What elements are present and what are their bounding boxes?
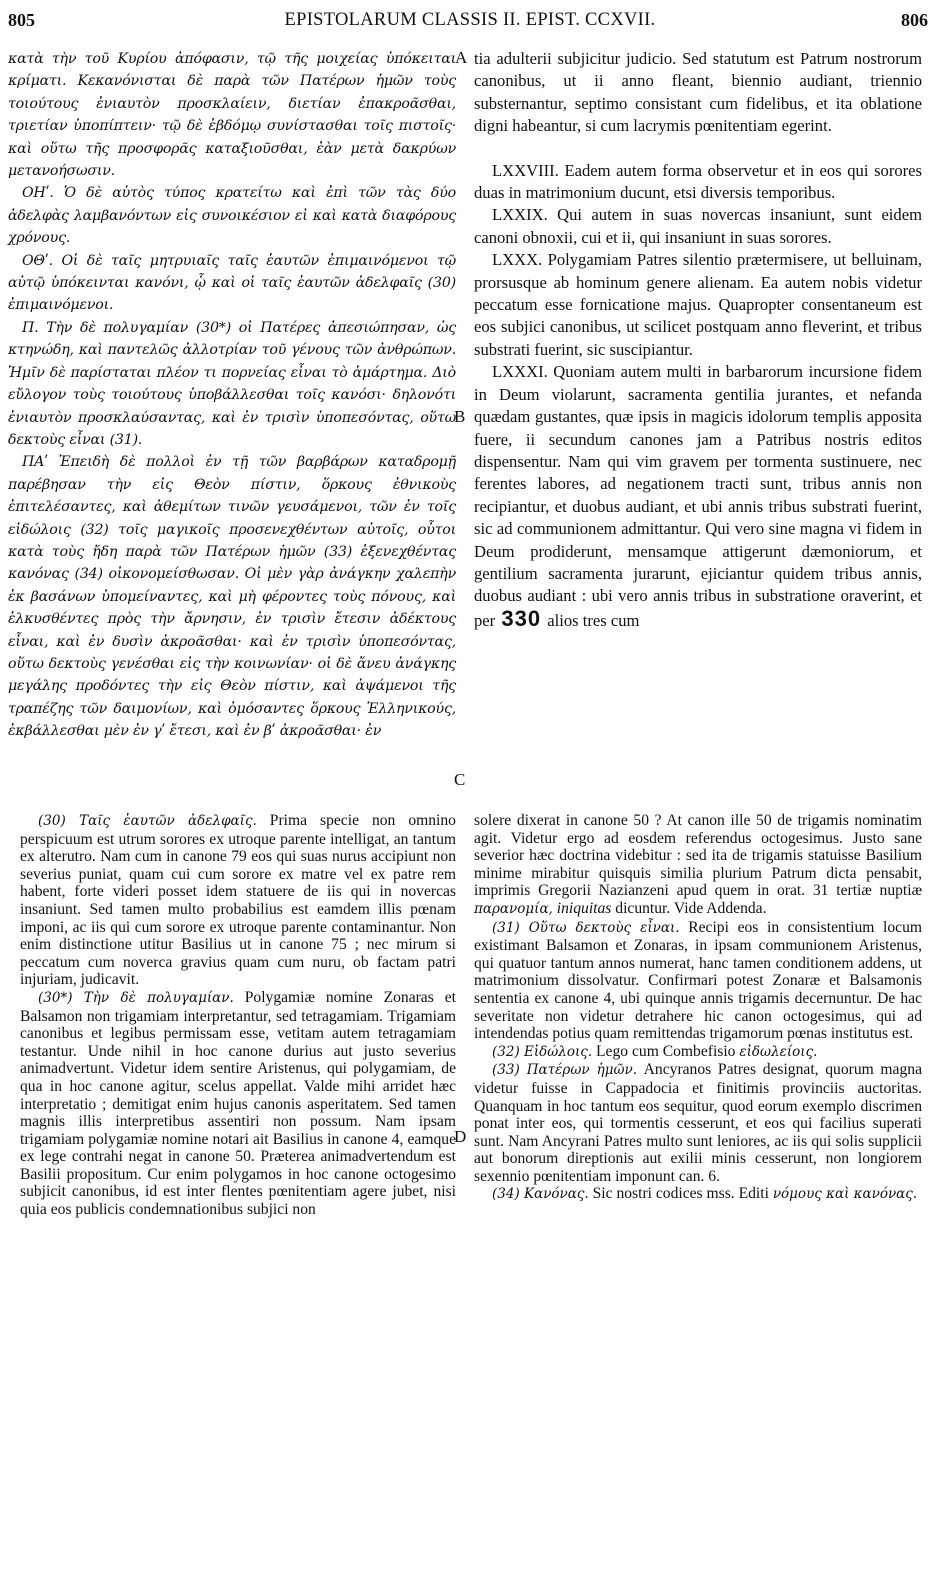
footnotes-left bbox=[20, 812, 456, 1219]
latin-canon-81-text: LXXXI. Quoniam autem multi in barbarorum incursione fidem in Deum violarunt, sacramenta gentilia jurantes, et nefanda quædam gustantes, quæ ipsis in magicis idolorum templis apposita fuere, ii secundum canones jam a Patribus nostris editos dispensentur. Nam qui vim gravem per tormenta sustinuere, nec ferentes labores, ad negationem tracti sunt, tribus annis non recipiantur, et duobus audiant, et ubi annis tribus substrati fuerint, sic ad communionem admittantur. Qui vero sine magna vi fidem in Deum prodiderunt, mensamque attigerunt dæmoniorum, et gentilium sacramenta jurarunt, ejiciantur quidem tribus annis, duobus audiant : ubi vero annis tribus in substratione oraverint, et per bbox=[474, 362, 922, 630]
note-continuation-greek: παρανομία, bbox=[474, 900, 553, 917]
page-number-right: 806 bbox=[901, 10, 928, 30]
margin-marker-d: D bbox=[454, 1127, 467, 1146]
note-30-star-lemma: (30*) Τὴν δὲ πολυγαμίαν. bbox=[38, 989, 234, 1006]
note-continuation-italic: iniquitas bbox=[556, 899, 612, 917]
note-32-text: Lego cum Combefisio bbox=[596, 1042, 736, 1060]
latin-column bbox=[474, 48, 922, 632]
note-30-star bbox=[20, 989, 456, 1219]
note-31 bbox=[474, 919, 922, 1043]
latin-canon-81 bbox=[474, 361, 922, 632]
note-31-lemma: (31) Οὕτω δεκτοὺς εἶναι. bbox=[492, 919, 680, 936]
note-30 bbox=[20, 812, 456, 989]
margin-marker-c: C bbox=[454, 770, 466, 789]
note-32-lemma: (32) Εἰδώλοις. bbox=[492, 1043, 593, 1060]
latin-canon-80: LXXX. Polygamiam Patres silentio prætermisere, ut belluinam, prorsusque ab hominum genere alienam. Ea autem nobis videtur peccatum esse fornicatione majus. Quapropter consentaneum est eos subjici canonibus, ut scilicet postquam anno fleverint, et tribus substrati fuerint, sic suscipiantur. bbox=[474, 250, 922, 359]
greek-canon-80: Π. Τὴν δὲ πολυγαμίαν (30*) οἱ Πατέρες ἀπεσιώπησαν, ὡς κτηνώδη, καὶ παντελῶς ἀλλοτρίαν τοῦ γένους τῶν ἀνθρώπων. Ἡμῖν δὲ παρίσταται πλέον τι πορνείας εἶναι τὸ ἁμάρτημα. Διὸ εὔλογον τοὺς τοιούτους ὑποβάλλεσθαι τοῖς κανόσι· δηλονότι ἐνιαυτὸν προσκλαύσαντας, καὶ ἐν τρισὶν ὑποπεσόντας, οὕτω δεκτοὺς εἶναι (31). bbox=[8, 319, 456, 448]
greek-canon-78: ΟΗʹ. Ὁ δὲ αὐτὸς τύπος κρατείτω καὶ ἐπὶ τῶν τὰς δύο ἀδελφὰς λαμβανόντων εἰς συνοικέσιον εἰ καὶ κατὰ διαφόρους χρόνους. bbox=[8, 185, 456, 247]
header-title: EPISTOLARUM CLASSIS II. EPIST. CCXVII. bbox=[284, 10, 656, 30]
note-32 bbox=[474, 1043, 922, 1062]
note-32-greek: εἰδωλείοις. bbox=[739, 1043, 818, 1060]
latin-canon-81-tail: alios tres cum bbox=[547, 610, 640, 630]
note-continuation-text: solere dixerat in canone 50 ? At canon ille 50 de trigamis nominatim agit. Videtur ergo ad eosdem referendus octogesimus. Justo sane severior hæc doctrina videbitur : sed ita de trigamis statuisse Basilium minime mirabitur quisquis similia plurium Patrum dicta pensabit, imprimis Gregorii Nazianzeni apud quem in orat. 31 tertiæ nuptiæ bbox=[474, 812, 922, 900]
note-33 bbox=[474, 1061, 922, 1185]
greek-paragraph: κατὰ τὴν τοῦ Κυρίου ἀπόφασιν, τῷ τῆς μοιχείας ὑπόκειται κρίματι. Κεκανόνισται δὲ παρὰ τῶν Πατέρων ἡμῶν τοὺς τοιούτους ἐνιαυτὸν προσκλαίειν, διετίαν ἐπακροᾶσθαι, τριετίαν ὑποπίπτειν· τῷ δὲ ἑβδόμῳ συνίστασθαι τοῖς πιστοῖς· καὶ οὕτω τῆς προσφορᾶς καταξιοῦσθαι, ἐὰν μετὰ δακρύων μετανοήσωσιν. bbox=[8, 51, 456, 180]
greek-canon-79: ΟΘʹ. Οἱ δὲ ταῖς μητρυιαῖς ταῖς ἑαυτῶν ἐπιμαινόμενοι τῷ αὐτῷ ὑπόκεινται κανόνι, ᾧ καὶ οἱ ταῖς ἑαυτῶν ἀδελφαῖς (30) ἐπιμαινόμενοι. bbox=[8, 252, 456, 314]
note-30-text: Prima specie non omnino perspicuum est utrum sorores ex utroque parente intelligat, an tantum ex alterutro. Nam cum in canone 79 eos qui suas nurus accipiunt non severius puniat, quam cui cum sorore ex matre vel ex patre rem habent, forte videri posset idem statuere de iis qui in novercas insaniunt. Sed tamen multo probabilius est eamdem illis pœnam imponi, ac iis qui cum sorore ex utroque parente contaminantur. Non enim distinctione utitur Basilius ut in canone 75 ; nec mirum si peccatum cum noverca gravius quam cum nuru, ob factam patri injuriam, judicavit. bbox=[20, 812, 456, 989]
note-30-lemma: (30) Ταῖς ἑαυτῶν ἀδελφαῖς. bbox=[38, 813, 257, 829]
note-33-lemma: (33) Πατέρων ἡμῶν. bbox=[492, 1062, 637, 1079]
note-continuation bbox=[474, 812, 922, 919]
note-34-greek: νόμους καὶ κανόνας. bbox=[772, 1186, 918, 1203]
latin-paragraph: tia adulterii subjicitur judicio. Sed statutum est Patrum nostrorum canonibus, ut ii anno fleant, biennio audiant, triennio substernantur, septimo consistant cum fidelibus, et ita oblatione digni habeantur, si cum lacrymis pœnitentiam egerint. bbox=[474, 49, 922, 136]
latin-canon-78: LXXVIII. Eadem autem forma observetur et in eos qui sorores duas in matrimonium ducunt, etsi diversis temporibus. bbox=[474, 160, 922, 203]
footnotes-right bbox=[474, 812, 922, 1204]
note-33-text: Ancyranos Patres designat, quorum magna videtur fuisse in Cappadocia et finitimis provinciis auctoritas. Quanquam in hoc tantum eos sequitur, quod eorum exemplo discrimen ponat inter eos, qui tormentis cesserunt, et eos qui facilius superati sunt. Nam Ancyrani Patres multo sunt leniores, ac iis qui solis supplicii aut bonorum direptionis aut exilii minis cesserunt, non longiorem sexennio pœnitentiam imponunt can. 6. bbox=[474, 1061, 922, 1185]
note-34-lemma: (34) Κανόνας. bbox=[492, 1186, 589, 1203]
column-number: 330 bbox=[501, 605, 542, 631]
running-header bbox=[0, 10, 940, 36]
note-30-star-text: Polygamiæ nomine Zonaras et Balsamon non trigamiam interpretantur, sed tetragamiam. Trigamiam canonibus et legibus permissam esse, vetitam autem tetragamiam testantur. Unde nihil in hoc canone durius aut justo severius animadvertunt. Videtur idem sentire Aristenus, qui polygamiam, de qua in hoc canone agitur, scelus appellat. Valde mihi arridet hæc interpretatio ; demitigat enim hujus canonis asperitatem. Sed tamen magnis illis interpretibus assentiri non possum. Nam ipsam trigamiam polygamiæ nomine notari ait Basilius in canone 4, eamque ex lege contrahi negat in canone 50. Præterea animadvertendum est Basilii propositum. Cur enim polygamos in hoc canone octogesimo subjicit canonibus, id est inter flentes pœnitentiam agere jubet, nisi quia eos publicis condemnationibus subjici non bbox=[20, 988, 456, 1219]
note-34-text: Sic nostri codices mss. Editi bbox=[592, 1185, 769, 1203]
latin-canon-79: LXXIX. Qui autem in suas novercas insaniunt, sunt eidem canoni obnoxii, cui et ii, qui insaniunt in suas sorores. bbox=[474, 205, 922, 247]
greek-canon-81: ΠΑʹ Ἐπειδὴ δὲ πολλοὶ ἐν τῇ τῶν βαρβάρων καταδρομῇ παρέβησαν τὴν εἰς Θεὸν πίστιν, ὅρκους ἐθνικοὺς ἐπιτελέσαντες, καὶ ἀθεμίτων τινῶν γευσάμενοι, τῶν ἐν τοῖς εἰδώλοις (32) τοῖς μαγικοῖς προσενεχθέντων αὐτοῖς, οὗτοι κατὰ τοὺς ἤδη παρὰ τῶν Πατέρων ἡμῶν (33) ἐξενεχθέντας κανόνας (34) οἰκονομείσθωσαν. Οἱ μὲν γὰρ ἀνάγκην χαλεπὴν ἐκ βασάνων ὑπομείναντες, καὶ μὴ φέροντες τοὺς πόνους, καὶ ἑλκυσθέντες πρὸς τὴν ἄρνησιν, ἐν τρισὶν ἔτεσιν ἀδέκτους εἶναι, καὶ ἐν δυσὶν ἀκροᾶσθαι· καὶ ἐν τρισὶν ὑποπεσόντας, οὕτω δεκτοὺς γενέσθαι εἰς τὴν κοινωνίαν· οἱ δὲ ἄνευ ἀνάγκης μεγάλης προδόντες τὴν εἰς Θεὸν πίστιν, καὶ ἀψάμενοι τῆς τραπέζης τῶν δαιμονίων, καὶ ὀμόσαντες ὅρκους Ἑλληνικούς, ἐκβάλλεσθαι μὲν ἐν γʹ ἔτεσι, καὶ ἐν βʹ ἀκροᾶσθαι· ἐν bbox=[8, 454, 456, 740]
margin-marker-b: B bbox=[454, 407, 466, 426]
margin-marker-a: A bbox=[455, 48, 468, 67]
note-34 bbox=[474, 1185, 922, 1204]
page-number-left: 805 bbox=[8, 10, 35, 30]
greek-column bbox=[8, 48, 456, 743]
note-continuation-end: dicuntur. Vide Addenda. bbox=[615, 899, 767, 917]
note-31-text: Recipi eos in consistentium locum existimant Balsamon et Zonaras, in ipsam communionem Aristenus, qui quatuor tantum annos numerat, hanc tamen conditionem addens, ut matrimonium dissolvatur. Confirmari potest Zonaræ et Balsamonis sententia ex canone 4, ubi quinque annis trigamis decernuntur. De hac severitate non videtur detrahere hic canon octogesimus, qui ad intendendas potius quam remittendas trigamorum pœnas institutus est. bbox=[474, 918, 922, 1043]
